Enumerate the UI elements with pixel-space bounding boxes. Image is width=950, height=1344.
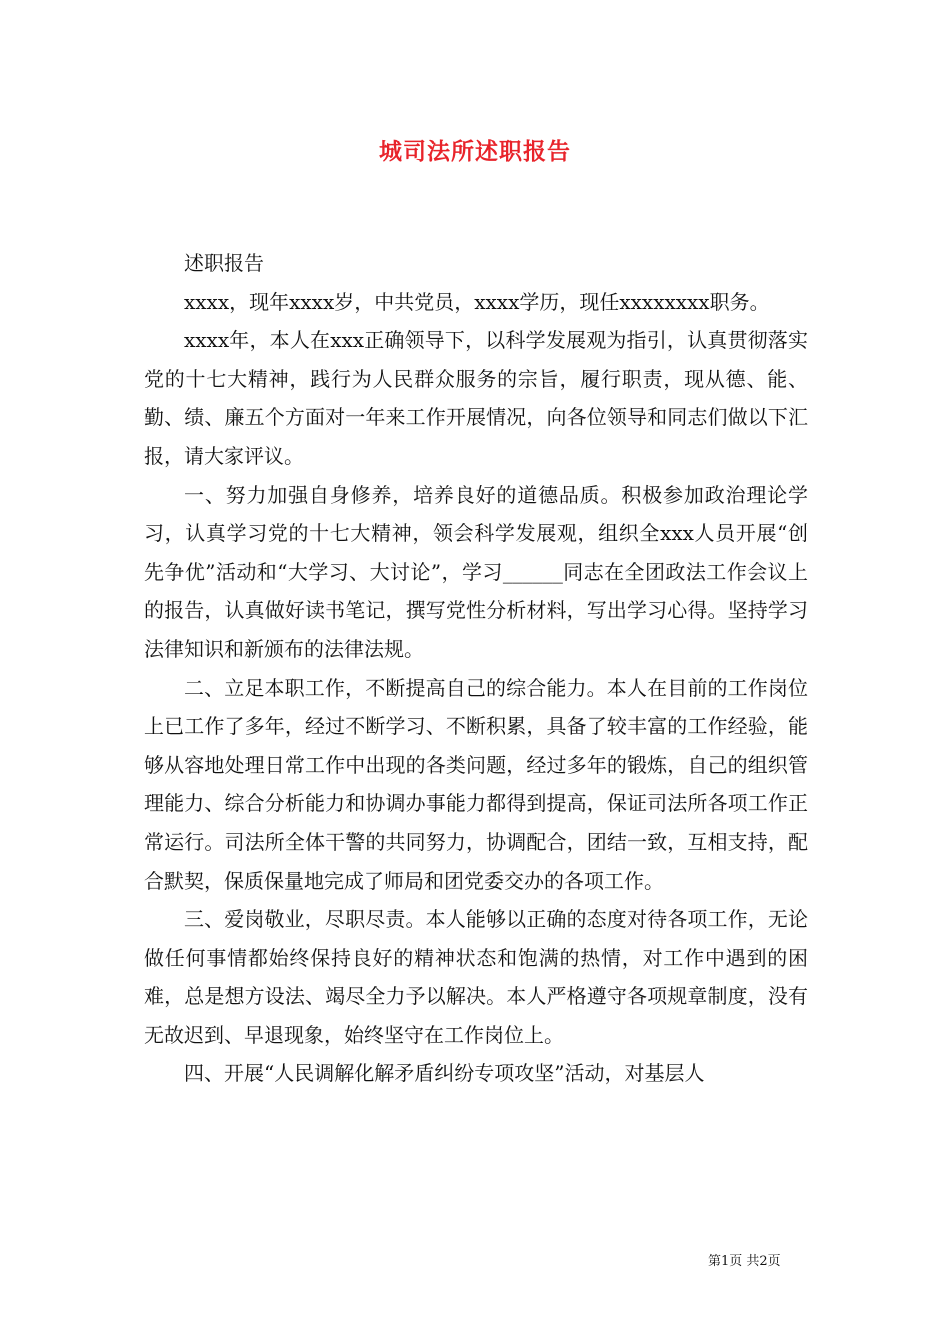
paragraph-overview: xxxx年，本人在xxx正确领导下，以科学发展观为指引，认真贯彻落实党的十七大精神，践行为人民群众服务的宗旨，履行职责，现从德、能、勤、绩、廉五个方面对一年来工作开展情况，向各位领导和同志们做以下汇报，请大家评议。 [144, 328, 808, 468]
document-body [144, 244, 808, 1093]
paragraph-intro: xxxx，现年xxxx岁，中共党员，xxxx学历，现任xxxxxxxx职务。 [184, 289, 770, 314]
paragraph-section-4: 四、开展“人民调解化解矛盾纠纷专项攻坚”活动，对基层人 [184, 1061, 705, 1086]
paragraph-section-2: 二、立足本职工作，不断提高自己的综合能力。本人在目前的工作岗位上已工作了多年，经过不断学习、不断积累，具备了较丰富的工作经验，能够从容地处理日常工作中出现的各类问题，经过多年的锻炼，自己的组织管理能力、综合分析能力和协调办事能力都得到提高，保证司法所各项工作正常运行。司法所全体干警的共同努力，协调配合，团结一致，互相支持，配合默契，保质保量地完成了师局和团党委交办的各项工作。 [144, 675, 808, 893]
paragraph-section-3: 三、爱岗敬业，尽职尽责。本人能够以正确的态度对待各项工作，无论做任何事情都始终保持良好的精神状态和饱满的热情，对工作中遇到的困难，总是想方设法、竭尽全力予以解决。本人严格遵守各项规章制度，没有无故迟到、早退现象，始终坚守在工作岗位上。 [144, 907, 808, 1047]
page-number: 第1页 共2页 [708, 1254, 781, 1269]
paragraph-section-1: 一、努力加强自身修养，培养良好的道德品质。积极参加政治理论学习，认真学习党的十七大精神，领会科学发展观，组织全xxx人员开展“创先争优”活动和“大学习、大讨论”，学习______同志在全团政法工作会议上的报告，认真做好读书笔记，撰写党性分析材料，写出学习心得。坚持学习法律知识和新颁布的法律法规。 [144, 482, 808, 661]
paragraph-heading: 述职报告 [184, 251, 264, 275]
document-title: 城司法所述职报告 [379, 138, 571, 165]
